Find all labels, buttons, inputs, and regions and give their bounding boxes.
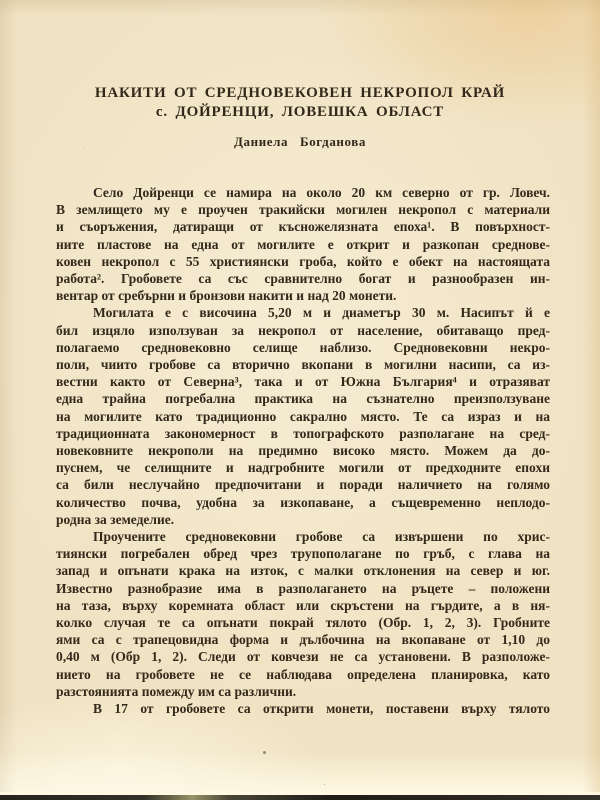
paragraph: [56, 304, 550, 528]
text-line: колко случая те са опънати покрай тялото (Обр. 1, 2, 3). Гробните: [56, 615, 550, 631]
article-title: [0, 84, 600, 122]
text-line: тиянски погребален обред чрез трупополагане по гръб, с глава на: [56, 546, 550, 562]
text-line: поли, чиито гробове са вторично вкопани в могилни насипи, са из-: [56, 357, 550, 373]
text-line: Проучените средновековни гробове са извършени по хрис-: [93, 529, 550, 545]
text-line: на могилите като традиционно сакрално място. Те са израз и на: [56, 408, 550, 424]
text-line: бил изцяло използуван за некропол от население, обитаващо пред-: [56, 322, 550, 338]
text-line: работа². Гробовете са със сравнително богат и разнообразен ин-: [56, 271, 550, 287]
text-line: пуснем, че селищните и надгробните могили от предходните епохи: [56, 460, 550, 476]
author-name: Даниела Богданова: [233, 134, 367, 149]
text-line: ями са с трапецовидна форма и дълбочина на вкопаване от 1,10 до: [56, 632, 550, 648]
text-line: нието на гробовете не се наблюдава определена планировка, като: [56, 666, 550, 682]
text-line: запад и опънати крака на изток, с малки отклонения на север и юг.: [56, 563, 550, 579]
text-line: на таза, върху коремната област или скръстени на гърдите, а в ня-: [56, 597, 550, 613]
text-line: са били неслучайно предпочитани и поради наличието на голямо: [56, 477, 550, 493]
text-line: Село Дойренци се намира на около 20 км северно от гр. Ловеч.: [93, 185, 550, 200]
paragraph: [56, 700, 550, 717]
text-line: количество почва, удобна за изкопаване, а същевременно неплодо-: [56, 494, 550, 510]
article-title-line-2: с. ДОЙРЕНЦИ, ЛОВЕШКА ОБЛАСТ: [155, 104, 445, 120]
text-line: В землището му е проучен тракийски могилен некропол с материали: [56, 202, 550, 218]
text-line: ните пластове на една от могилите е открит и разкопан среднове-: [56, 236, 550, 252]
paragraph: [56, 184, 550, 304]
article-body: [56, 184, 550, 717]
text-line: разстоянията помежду им са различни.: [56, 683, 297, 699]
text-line: полагаемо средновековно селище наблизо. Средновековни некро-: [56, 339, 550, 355]
text-line: В 17 от гробовете са открити монети, поставени върху тялото: [93, 701, 550, 717]
text-line: Могилата е с височина 5,20 м и диаметър 30 м. Насипът й е: [93, 305, 550, 321]
text-line: вестни както от Северна³, така и от Южна България⁴ и отразяват: [56, 374, 550, 390]
text-line: вентар от сребърни и бронзови накити и над 20 монети.: [56, 288, 397, 304]
article-title-line-1: НАКИТИ ОТ СРЕДНОВЕКОВЕН НЕКРОПОЛ КРАЙ: [94, 85, 506, 101]
text-line: 0,40 м (Обр 1, 2). Следи от ковчези не са установени. В разположе-: [56, 649, 550, 665]
paragraph: [56, 528, 550, 700]
text-line: родна за земеделие.: [56, 511, 175, 527]
text-line: новековните некрополи на предимно високо място. Можем да до-: [56, 443, 550, 459]
text-line: и съоръжения, датиращи от късножелязната епоха¹. В повърхност-: [56, 219, 550, 235]
dust-specks: [263, 751, 266, 754]
text-line: традиционната закономерност в топографското разполагане на сред-: [56, 425, 550, 441]
text-line: Известно разнобразие има в разполагането на ръцете – положени: [56, 580, 550, 596]
text-line: една трайна погребална практика на съзнателно преизползуване: [56, 391, 550, 407]
text-line: ковен некропол с 55 християнски гроба, който е обект на настоящата: [56, 253, 550, 269]
scan-bottom-edge: [0, 795, 600, 800]
